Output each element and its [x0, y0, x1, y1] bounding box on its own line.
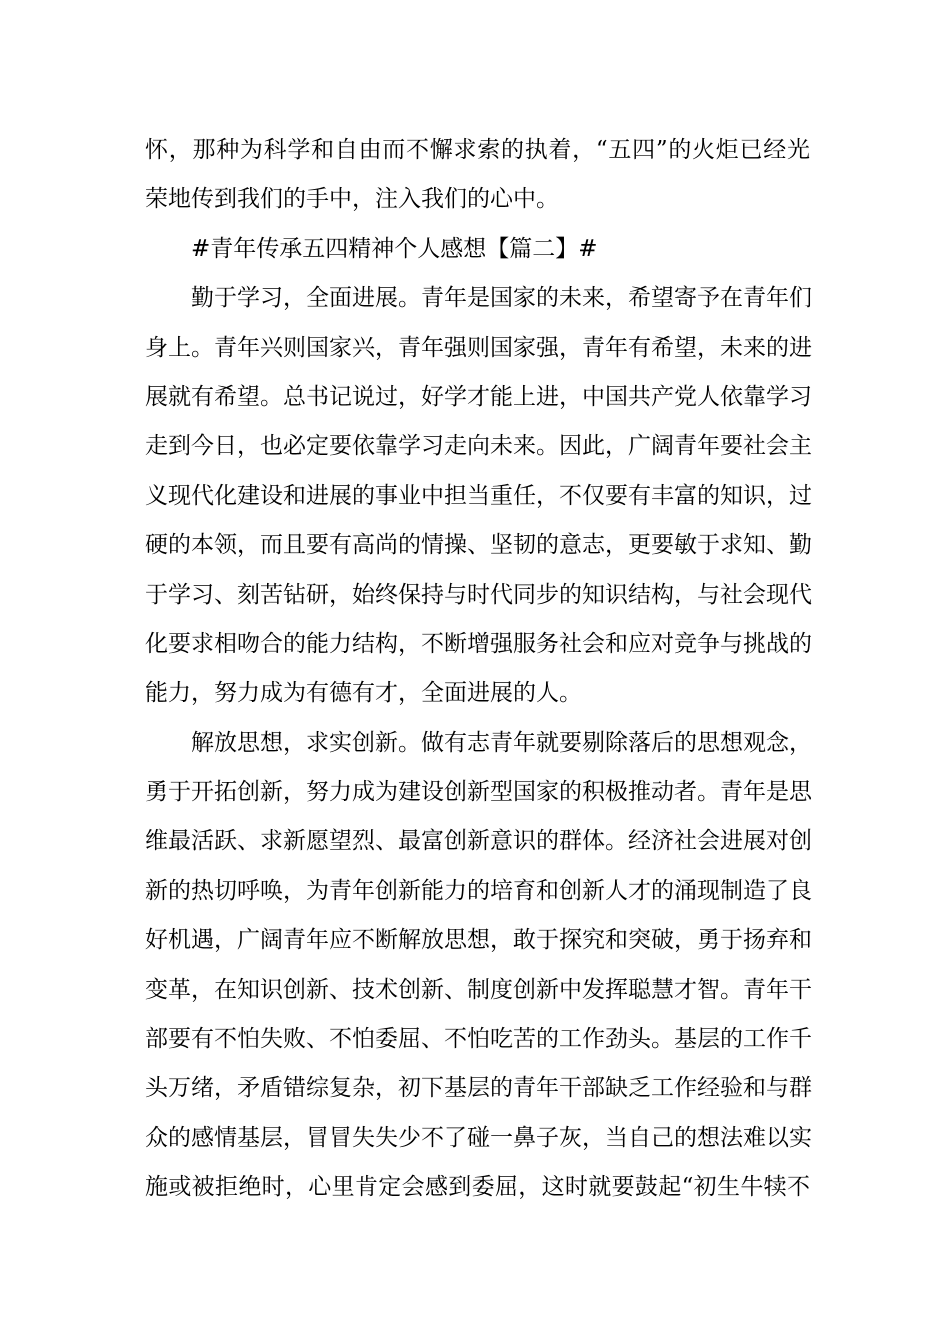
text-line: 怀，那种为科学和自由而不懈求索的执着，“五四”的火炬已经光 — [145, 137, 810, 163]
paragraph-innovate — [145, 719, 810, 1213]
text-line: 部要有不怕失败、不怕委屈、不怕吃苦的工作劲头。基层的工作千 — [145, 1026, 812, 1053]
text-line: 勤于学习，全面进展。青年是国家的未来，希望寄予在青年们 — [191, 285, 812, 312]
text-line: 于学习、刻苦钻研，始终保持与时代同步的知识结构，与社会现代 — [145, 581, 812, 608]
text-line: 硬的本领，而且要有高尚的情操、坚韧的意志，更要敏于求知、勤 — [145, 532, 812, 559]
text-line: 化要求相吻合的能力结构，不断增强服务社会和应对竞争与挑战的 — [145, 630, 812, 657]
text-line: 身上。青年兴则国家兴，青年强则国家强，青年有希望，未来的进 — [145, 334, 812, 361]
document-body — [145, 126, 810, 1213]
text-line: 义现代化建设和进展的事业中担当重任，不仅要有丰富的知识，过 — [145, 482, 812, 509]
text-line: 头万绪，矛盾错综复杂，初下基层的青年干部缺乏工作经验和与群 — [145, 1075, 812, 1102]
paragraph-study — [145, 274, 810, 719]
heading-text: #青年传承五四精神个人感想【篇二】# — [191, 235, 598, 262]
paragraph-continued — [145, 126, 810, 225]
text-line: 走到今日，也必定要依靠学习走向未来。因此，广阔青年要社会主 — [145, 433, 812, 460]
text-line: 变革，在知识创新、技术创新、制度创新中发挥聪慧才智。青年干 — [145, 976, 812, 1003]
text-line: 施或被拒绝时，心里肯定会感到委屈，这时就要鼓起“初生牛犊不 — [145, 1174, 810, 1201]
text-line: 勇于开拓创新，努力成为建设创新型国家的积极推动者。青年是思 — [145, 779, 812, 806]
text-line: 解放思想，求实创新。做有志青年就要剔除落后的思想观念， — [191, 729, 812, 756]
text-line: 能力，努力成为有德有才，全面进展的人。 — [145, 680, 582, 707]
text-line: 荣地传到我们的手中，注入我们的心中。 — [145, 186, 559, 213]
text-line: 众的感情基层，冒冒失失少不了碰一鼻子灰，当自己的想法难以实 — [145, 1124, 812, 1151]
text-line: 好机遇，广阔青年应不断解放思想，敢于探究和突破，勇于扬弃和 — [145, 927, 812, 954]
text-line: 展就有希望。总书记说过，好学才能上进，中国共产党人依靠学习 — [145, 383, 812, 410]
section-heading — [145, 225, 810, 274]
text-line: 新的热切呼唤，为青年创新能力的培育和创新人才的涌现制造了良 — [145, 877, 812, 904]
text-line: 维最活跃、求新愿望烈、最富创新意识的群体。经济社会进展对创 — [145, 828, 812, 855]
